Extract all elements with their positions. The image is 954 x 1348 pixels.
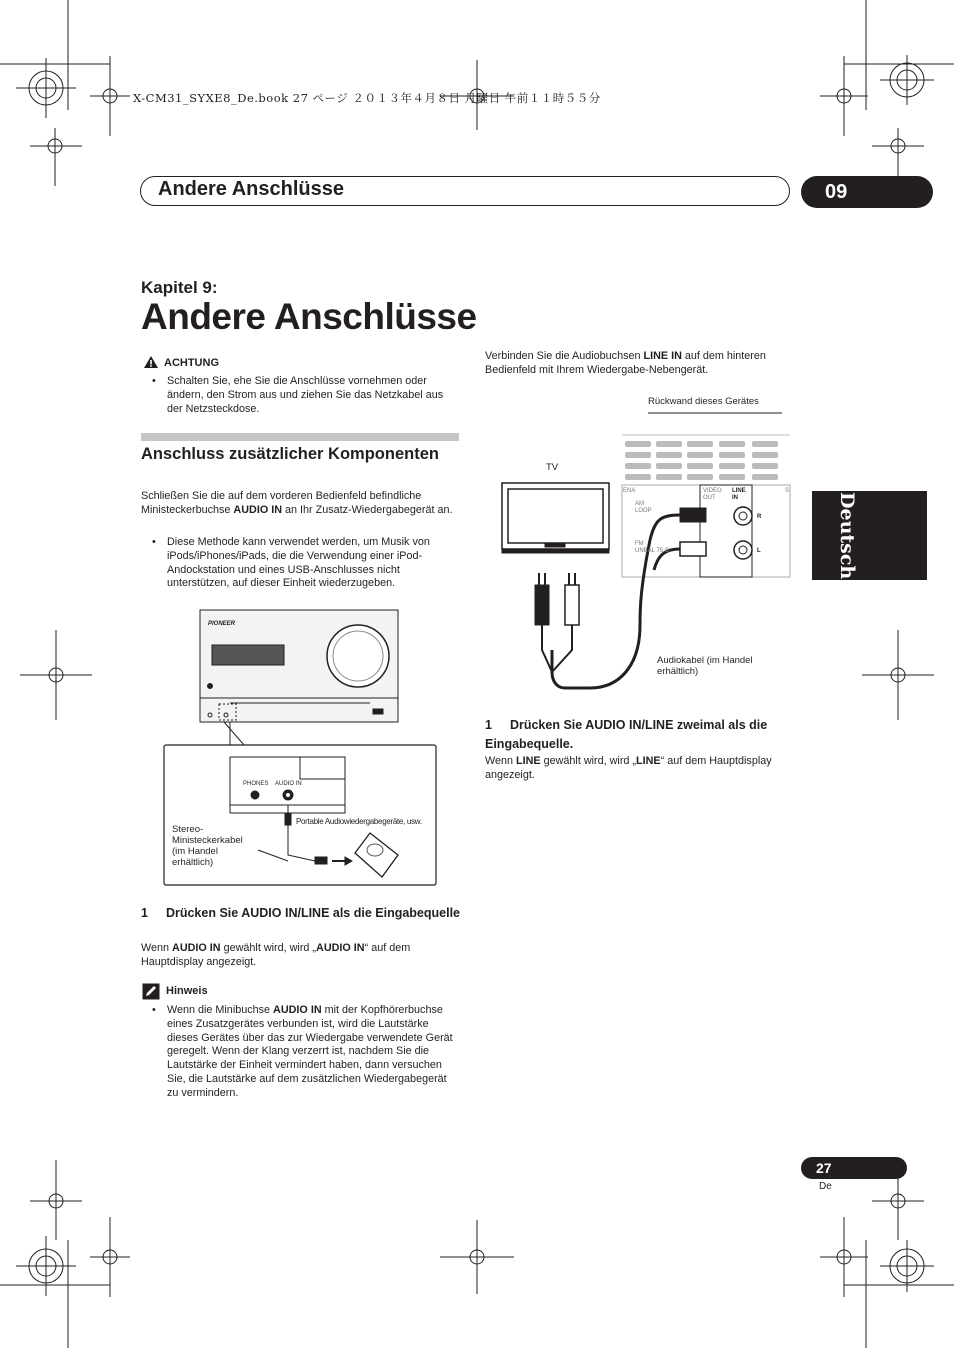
step-right-bold-2: LINE	[636, 755, 661, 767]
right-intro-1: Verbinden Sie die Audiobuchsen	[485, 350, 644, 362]
right-intro-2: auf dem hinteren Bedienfeld mit Ihrem Wiedergabe-Nebengerät.	[485, 350, 766, 376]
panel-line: LINE	[732, 488, 746, 494]
print-header: X-CM31_SYXE8_De.book 27 ページ ２０１３年４月８日 月曜日 午前１１時５５分	[133, 91, 601, 105]
step-left-number: 1	[141, 906, 148, 920]
audio-cable-label: Audiokabel (im Handel erhältlich)	[657, 655, 753, 677]
chapter-label: Kapitel 9:	[141, 278, 218, 297]
step-left-text-1: Wenn	[141, 942, 173, 954]
panel-s: S	[785, 488, 790, 494]
panel-am-loop: AM LOOP	[635, 501, 652, 514]
rear-panel-figure	[490, 410, 800, 695]
right-intro-bold: LINE IN	[643, 350, 682, 362]
page-lang-code: De	[819, 1181, 832, 1192]
jack-audio-in-label: AUDIO IN	[275, 781, 302, 787]
tv-label: TV	[546, 462, 559, 473]
rear-panel-label: Rückwand dieses Gerätes	[648, 396, 759, 407]
panel-antenna: ENA	[623, 488, 636, 494]
note-text-1: Wenn die Minibuchse	[167, 1004, 274, 1016]
intro-text-end: an Ihr Zusatz-Wiedergabegerät an.	[282, 503, 453, 516]
section-bullet: • Diese Methode kann verwendet werden, um Musik von iPods/iPhones/iPads, die die Verwendung einer iPod-Andockstation und eines USB-Anschlusses nicht unterstützen, auf dieser Einheit wiederzugeben.	[152, 536, 457, 591]
step-right-bold-1: LINE	[516, 755, 541, 767]
step-right-number: 1	[485, 718, 492, 732]
jack-phones-label: PHONES	[243, 781, 269, 787]
brand-logo: PIONEER	[208, 621, 236, 627]
section-intro	[141, 490, 461, 518]
note-item: • Wenn die Minibuchse AUDIO IN mit der Kopfhörerbuchse eines Zusatzgerätes verbunden ist, wird die Lautstärke dieses Gerätes über das zur Wiedergabe verwendete Gerät geregelt. Wenn der Klang verzerrt ist, nachdem Sie die Lautstärke der Einheit vermindert haben, dann versuchen Sie, die Lautstärke auf dem zusätzlichen Wiedergabegerät zu vermindern.	[152, 1004, 459, 1101]
step-right-text-1: Wenn	[485, 755, 517, 767]
panel-out: OUT	[703, 495, 716, 501]
caution-heading: ACHTUNG	[164, 357, 219, 369]
step-left-title: Drücken Sie AUDIO IN/LINE als die Eingabequelle	[165, 906, 461, 920]
language-tab-label: Deutsch	[836, 491, 858, 580]
page-number: 27	[801, 1157, 907, 1179]
section-bullet-text: Diese Methode kann verwendet werden, um Musik von iPods/iPhones/iPads, die die Verwendung einer iPod-Andockstation und eines USB-Anschlusses nicht unterstützen, auf dieser Einheit wiederzugeben.	[167, 536, 430, 590]
panel-r: R	[757, 514, 762, 520]
chapter-number-badge: 09	[801, 176, 933, 208]
step-right-text-3: “ auf dem Hauptdisplay angezeigt.	[485, 755, 772, 781]
mini-cable-label: Stereo- Ministeckerkabel (im Handel erhältlich)	[172, 824, 243, 868]
panel-fm: FM UNBAL 75 Ω	[635, 541, 670, 554]
step-right-text	[485, 755, 805, 783]
note-bold: AUDIO IN	[273, 1004, 322, 1016]
step-left-text-2: gewählt wird, wird „	[220, 942, 317, 954]
intro-bold: AUDIO IN	[233, 503, 283, 516]
panel-l: L	[757, 548, 761, 554]
panel-video: VIDEO	[703, 488, 722, 494]
language-tab	[812, 491, 927, 580]
chapter-title: Andere Anschlüsse	[141, 296, 477, 337]
header-title: Andere Anschlüsse	[158, 178, 344, 200]
note-icon	[142, 983, 160, 1000]
step-right-title: Drücken Sie AUDIO IN/LINE zweimal als die Eingabequelle.	[485, 718, 768, 751]
portable-device-label: Portable Audiowiedergabegeräte, usw.	[296, 817, 422, 826]
warning-icon	[143, 355, 159, 369]
right-intro	[485, 350, 795, 378]
note-text-2: mit der Kopfhörerbuchse eines Zusatzgerätes verbunden ist, wird die Lautstärke dieses Gerätes über das zur Wiedergabe verwendete Gerät geregelt. Wenn der Klang verzerrt ist, nachdem Sie die Lautstärke der Einheit vermindert haben, dann versuchen Sie, die Lautstärke auf dem zusätzlichen Wiedergabegerät zu vermindern.	[167, 1004, 453, 1099]
step-left-heading	[141, 904, 461, 923]
panel-in: IN	[732, 495, 738, 501]
step-left-text	[141, 942, 461, 970]
step-left-bold-1: AUDIO IN	[172, 942, 221, 954]
caution-text: Schalten Sie, ehe Sie die Anschlüsse vornehmen oder ändern, den Strom aus und ziehen Sie das Netzkabel aus der Netzsteckdose.	[167, 375, 444, 415]
step-left-text-3: “ auf dem Hauptdisplay angezeigt.	[141, 942, 411, 968]
note-heading: Hinweis	[166, 985, 208, 997]
caution-item: • Schalten Sie, ehe Sie die Anschlüsse vornehmen oder ändern, den Strom aus und ziehen Sie das Netzkabel aus der Netzsteckdose.	[152, 375, 457, 416]
step-right-heading	[485, 716, 805, 754]
step-left-bold-2: AUDIO IN	[316, 942, 365, 954]
note-text	[167, 1004, 459, 1101]
step-right-text-2: gewählt wird, wird „	[540, 755, 637, 767]
section-title: Anschluss zusätzlicher Komponenten	[141, 445, 439, 463]
intro-text: Schließen Sie die auf dem vorderen Bedienfeld befindliche Ministeckerbuchse	[141, 490, 422, 516]
section-bar	[141, 433, 459, 441]
